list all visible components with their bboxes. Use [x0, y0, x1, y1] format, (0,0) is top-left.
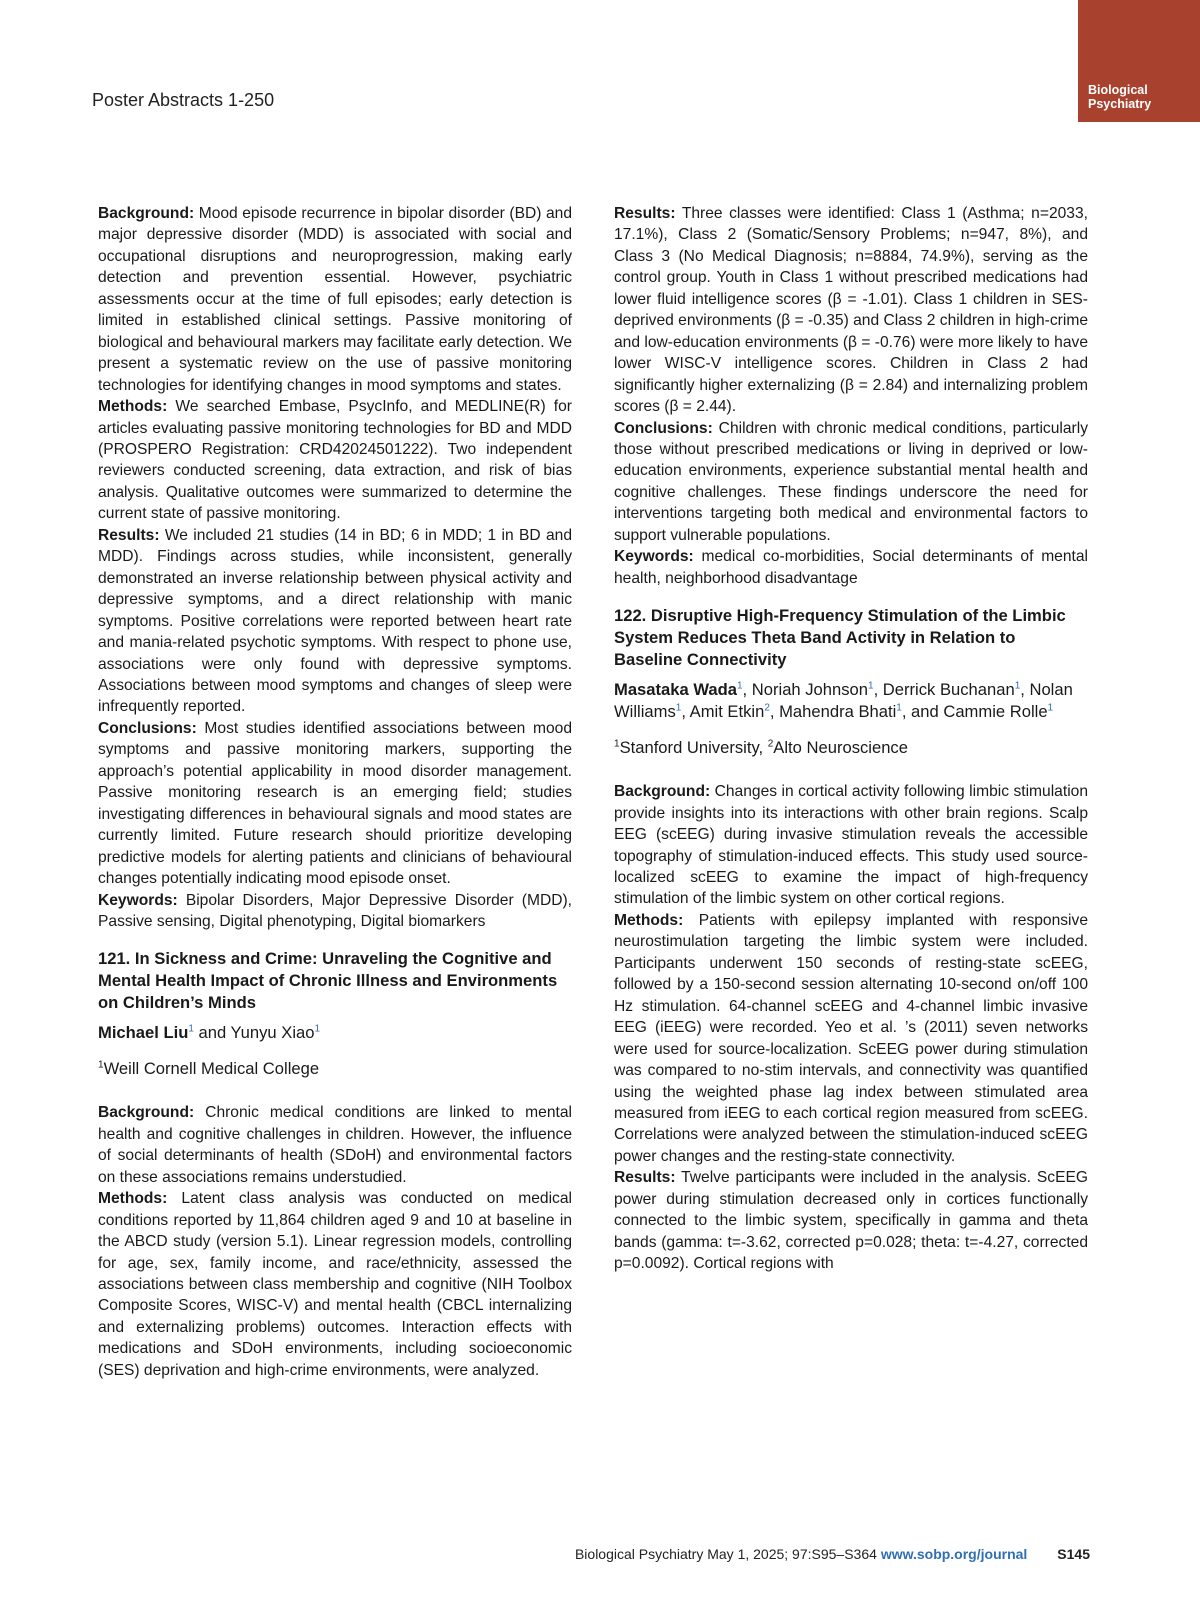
left-column — [98, 203, 572, 1381]
abstract-121-background — [98, 1102, 572, 1188]
section-text: Bipolar Disorders, Major Depressive Disorder (MDD), Passive sensing, Digital phenotyping, Digital biomarkers — [98, 891, 572, 930]
abstract-122-title: 122. Disruptive High-Frequency Stimulation of the Limbic System Reduces Theta Band Activity in Relation to Baseline Connectivity — [614, 606, 1066, 670]
author-name: , Nolan Williams — [614, 680, 1073, 722]
section-text: We included 21 studies (14 in BD; 6 in MDD; 1 in BD and MDD). Findings across studies, while inconsistent, generally demonstrated an inverse relationship between physical activity and depressive symptoms, and a direct relationship with manic symptoms. Positive correlations were reported between heart rate and mania-related psychotic symptoms. With respect to phone use, associations were only found with depressive symptoms. Associations between mood symptoms and changes of sleep were infrequently reported. — [98, 526, 572, 716]
section-text: Children with chronic medical conditions, particularly those without prescribed medications or living in deprived or low-education environments, experience substantial mental health and cognitive challenges. These findings underscore the need for interventions targeting both medical and environmental factors to support vulnerable populations. — [614, 419, 1088, 544]
journal-name-line2: Psychiatry — [1088, 97, 1152, 111]
author-name: , Derrick Buchanan — [873, 680, 1015, 700]
author-name: , and Cammie Rolle — [901, 702, 1048, 722]
affiliation-name: Weill Cornell Medical College — [103, 1059, 320, 1079]
section-label: Results: — [614, 1169, 676, 1187]
section-text: Twelve participants were included in the analysis. ScEEG power during stimulation decreased only in cortices functionally connected to the limbic system, specifically in gamma and theta bands (gamma: t=-3.62, corrected p=0.028; theta: t=-4.27, corrected p=0.0092). Cortical regions with — [614, 1169, 1088, 1273]
affiliation-marker: 1 — [1014, 680, 1021, 692]
section-label: Background: — [98, 205, 195, 222]
page-number: S145 — [1057, 1546, 1090, 1562]
section-label: Background: — [98, 1104, 195, 1122]
section-text: We searched Embase, PsycInfo, and MEDLINE(R) for articles evaluating passive monitoring technologies for BD and MDD (PROSPERO Registration: CRD42024501222). Two independent reviewers conducted screening, data extraction, and risk of bias analysis. Qualitative outcomes were summarized to determine the current state of passive monitoring. — [98, 398, 572, 523]
abstract-122-affiliation — [614, 737, 1088, 759]
section-text: Three classes were identified: Class 1 (Asthma; n=2033, 17.1%), Class 2 (Somatic/Sensory Problems; n=947, 8%), and Class 3 (No Medical Diagnosis; n=8884, 74.9%), serving as the control group. Youth in Class 1 without prescribed medications had lower fluid intelligence scores (β = -1.01). Class 1 children in SES-deprived environments (β = -0.35) and Class 2 children in high-crime and low-education environments (β = -0.76) were more likely to have lower WISC-V intelligence scores. Children in Class 2 had significantly higher externalizing (β = 2.84) and internalizing problem scores (β = 2.44). — [614, 205, 1088, 416]
affiliation-name: Stanford University, — [619, 738, 768, 758]
abstract-122-background — [614, 781, 1088, 910]
author-name: , Mahendra Bhati — [769, 702, 897, 722]
author-name: and Yunyu Xiao — [193, 1023, 315, 1043]
affiliation-marker: 1 — [314, 1023, 321, 1035]
section-text: medical co-morbidities, Social determinants of mental health, neighborhood disadvantage — [614, 548, 1088, 587]
affiliation-marker: 1 — [868, 680, 874, 692]
section-label: Methods: — [614, 911, 684, 929]
affiliation-marker: 2 — [764, 702, 770, 714]
section-text: Latent class analysis was conducted on medical conditions reported by 11,864 children aged 9 and 10 at baseline in the ABCD study (version 5.1). Linear regression models, controlling for age, sex, family income, and race/ethnicity, assessed the associations between class membership and cognitive (NIH Toolbox Composite Scores, WISC-V) and mental health (CBCL internalizing and externalizing problems) outcomes. Interaction effects with medications and SDoH environments, including socioeconomic (SES) deprivation and high-crime environments, were analyzed. — [98, 1190, 572, 1379]
author-name: Michael Liu — [98, 1023, 189, 1043]
affiliation-marker: 1 — [1047, 702, 1054, 714]
author-name: , Noriah Johnson — [742, 680, 868, 700]
abstract-122-results — [614, 1167, 1088, 1274]
affiliation-name: Alto Neuroscience — [773, 738, 908, 758]
abstract-120-results — [98, 525, 572, 718]
affiliation-marker: 1 — [896, 702, 902, 714]
journal-url-link[interactable]: www.sobp.org/journal — [880, 1546, 1028, 1562]
section-label: Methods: — [98, 398, 168, 416]
affiliation-marker: 1 — [614, 738, 620, 750]
abstract-121-title: 121. In Sickness and Crime: Unraveling the Cognitive and Mental Health Impact of Chronic Illness and Environments on Children’s Minds — [98, 949, 558, 1013]
right-column — [614, 203, 1088, 1275]
section-label: Results: — [98, 526, 160, 544]
affiliation-marker: 2 — [767, 738, 774, 750]
abstract-120-conclusions — [98, 718, 572, 890]
section-label: Keywords: — [98, 891, 178, 909]
section-text: Changes in cortical activity following limbic stimulation provide insights into its interactions with other brain regions. Scalp EEG (scEEG) during invasive stimulation reveals the accessible topography of stimulation-induced effects. This study used source-localized scEEG to examine the impact of high-frequency stimulation of the limbic system on other cortical regions. — [614, 783, 1088, 908]
affiliation-marker: 1 — [675, 702, 682, 714]
affiliation-marker: 1 — [736, 680, 743, 692]
footer-citation: Biological Psychiatry May 1, 2025; 97:S95–S364 — [574, 1546, 881, 1562]
affiliation-marker: 1 — [188, 1023, 194, 1035]
abstract-121-results — [614, 203, 1088, 418]
abstract-121-methods — [98, 1188, 572, 1381]
section-text: Most studies identified associations between mood symptoms and passive monitoring markers, supporting the approach’s potential applicability in mood disorder management. Passive monitoring research is an emerging field; studies investigating differences in behavioural signals and mood states are currently limited. Future research should prioritize developing predictive models for alerting patients and clinicians of behavioural changes potentially indicating mood episode onset. — [98, 719, 572, 888]
abstract-121-conclusions — [614, 418, 1088, 547]
section-label: Keywords: — [614, 548, 694, 566]
abstract-121-keywords — [614, 546, 1088, 589]
abstract-120-background — [98, 203, 572, 396]
abstract-120-methods — [98, 396, 572, 525]
running-head: Poster Abstracts 1-250 — [92, 90, 275, 110]
section-label: Conclusions: — [614, 419, 713, 437]
section-label: Results: — [614, 205, 676, 222]
section-text: Chronic medical conditions are linked to mental health and cognitive challenges in children. However, the influence of social determinants of health (SDoH) and environmental factors on these associations remains understudied. — [98, 1104, 572, 1186]
section-label: Methods: — [98, 1190, 168, 1208]
journal-name-line1: Biological — [1088, 83, 1148, 97]
abstract-120-keywords — [98, 890, 572, 933]
affiliation-marker: 1 — [98, 1059, 104, 1071]
page-footer — [575, 1546, 1090, 1562]
section-label: Background: — [614, 783, 711, 801]
abstract-121-authors — [98, 1022, 572, 1044]
author-name: Masataka Wada — [614, 680, 737, 700]
abstract-122-authors — [614, 679, 1088, 723]
abstract-122-methods — [614, 910, 1088, 1167]
section-text: Mood episode recurrence in bipolar disorder (BD) and major depressive disorder (MDD) is associated with social and occupational disruptions and neuroprogression, making early detection and prevention essential. However, psychiatric assessments occur at the time of full episodes; early detection is limited in established clinical settings. Passive monitoring of biological and behavioural markers may facilitate early detection. We present a systematic review on the use of passive monitoring technologies for identifying changes in mood symptoms and states. — [98, 205, 572, 394]
abstract-121-affiliation — [98, 1058, 572, 1080]
section-label: Conclusions: — [98, 719, 197, 737]
section-text: Patients with epilepsy implanted with responsive neurostimulation targeting the limbic system were included. Participants underwent 150 seconds of resting-state scEEG, followed by a 150-second session alternating 10-second on/off 100 Hz stimulation. 64-channel scEEG and 4-channel limbic invasive EEG (iEEG) were recorded. Yeo et al. ’s (2011) seven networks were used for source-localization. ScEEG power during stimulation was compared to no-stim intervals, and connectivity was quantified using the weighted phase lag index between stimulated area measured from iEEG to each cortical region measured from scEEG. Correlations were analyzed between the stimulation-induced scEEG power changes and the resting-state connectivity. — [614, 911, 1088, 1165]
author-name: , Amit Etkin — [681, 702, 765, 722]
journal-logo — [1078, 0, 1200, 122]
